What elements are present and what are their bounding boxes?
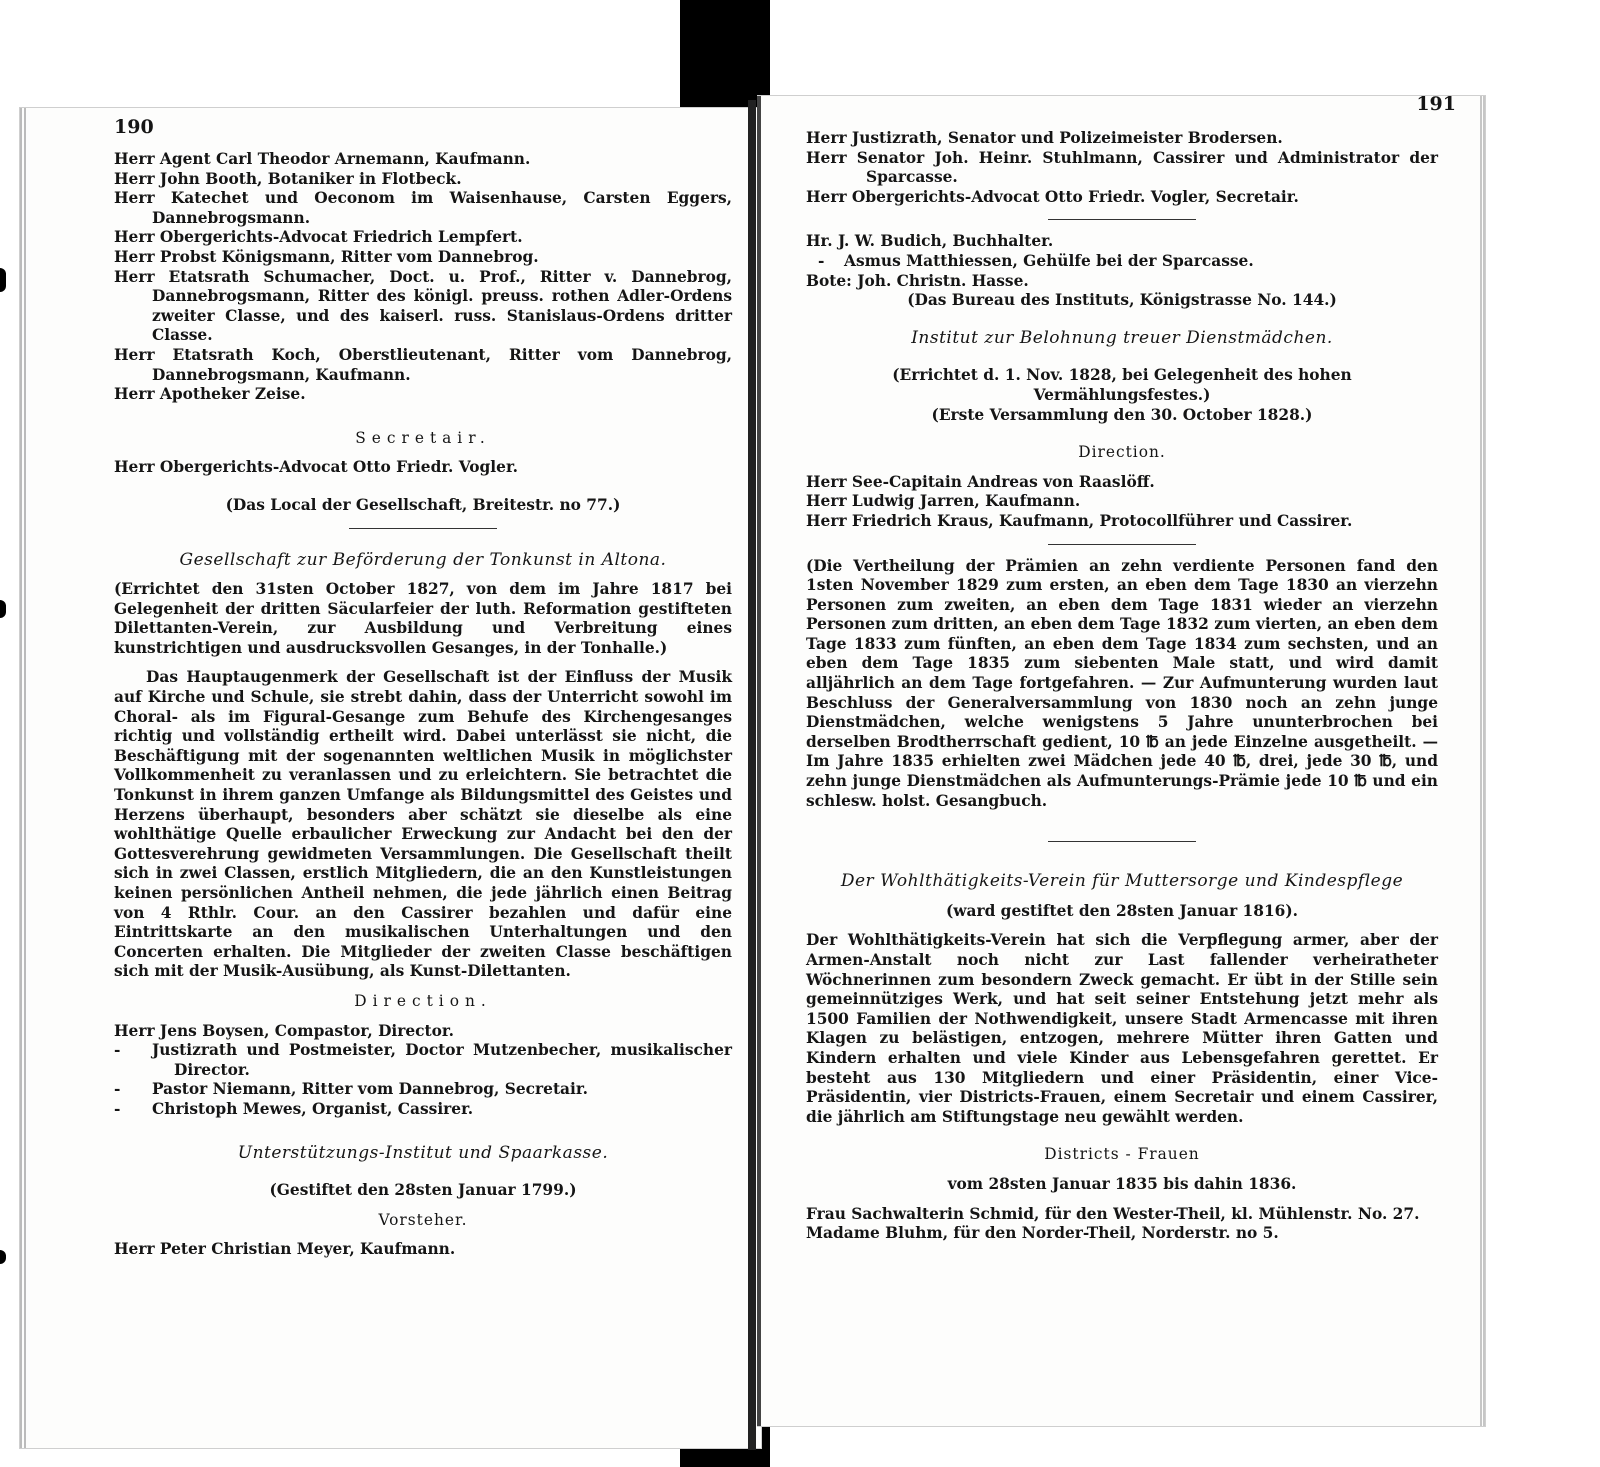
- section-divider: [1048, 841, 1196, 842]
- founding-note: (Gestiftet den 28sten Januar 1799.): [269, 1181, 577, 1200]
- district-entry: Frau Sachwalterin Schmid, für den Wester-Theil, kl. Mühlenstr. No. 27.: [806, 1204, 1420, 1223]
- section-description: Der Wohlthätigkeits-Verein hat sich die Verpflegung armer, aber der Armen-Anstalt noch nicht zur Last fallender verheiratheter Wöchnerinnen zum besondern Zweck gemacht. Er übt in der Stille sein gemeinnütziges Werk, und hat seit seiner Entstehung jetzt mehr als 1500 Familien der Nothwendigkeit, unsere Stadt Armencasse mit ihren Klagen zu belästigen, entzogen, mehrere Mütter ihren Gatten und Kindern erhalten und viele Kinder aus Lebensgefahren gerettet. Er besteht aus 130 Mitgliedern und einer Präsidentin, einer Vice-Präsidentin, vier Districts-Frauen, einem Secretair und einem Cassirer, die jährlich am Stiftungstage neu gewählt werden.: [806, 931, 1438, 1126]
- section-title: Unterstützungs-Institut und Spaarkasse.: [237, 1142, 609, 1163]
- scan-edge-mark: [0, 1250, 6, 1264]
- member-entry: Herr John Booth, Botaniker in Flotbeck.: [114, 169, 462, 188]
- section-divider: [349, 528, 497, 529]
- direction-entry: Herr Jens Boysen, Compastor, Director.: [114, 1021, 454, 1040]
- member-entry: Herr Katechet und Oeconom im Waisenhause, Carsten Eggers, Dannebrogsmann.: [114, 189, 732, 227]
- member-entry: Herr Probst Königsmann, Ritter vom Dannebrog.: [114, 247, 539, 266]
- founding-note: (ward gestiftet den 28sten Januar 1816).: [945, 901, 1299, 920]
- scan-edge-mark: [0, 600, 6, 618]
- section-divider: [1048, 544, 1196, 545]
- bureau-note: (Das Bureau des Instituts, Königstrasse No. 144.): [907, 291, 1337, 310]
- direction-entry: Herr Friedrich Kraus, Kaufmann, Protocollführer und Cassirer.: [806, 511, 1353, 530]
- section-title: Der Wohlthätigkeits-Verein für Muttersorge und Kindespflege: [840, 871, 1404, 892]
- member-entry: Herr Agent Carl Theodor Arnemann, Kaufmann.: [114, 150, 531, 168]
- right-page: [758, 93, 1485, 1426]
- section-heading: Districts - Frauen: [1044, 1145, 1200, 1164]
- member-entry: Herr Obergerichts-Advocat Friedrich Lempfert.: [114, 228, 523, 247]
- founding-note: (Errichtet d. 1. Nov. 1828, bei Gelegenheit des hohen Vermählungsfestes.): [892, 366, 1352, 404]
- page-number: 190: [114, 116, 154, 138]
- section-description: Das Hauptaugenmerk der Gesellschaft ist der Einfluss der Musik auf Kirche und Schule, sie strebt dahin, dass der Unterricht sowohl im Choral- als im Figural-Gesange zum Behufe des Kirchengesanges richtig und vollständig ertheilt wird. Dabei unterlässt sie nicht, die Beschäftigung mit der sogenannten weltlichen Musik in möglichster Vollkommenheit zu veranlassen und zu erleichtern. Sie betrachtet die Tonkunst in ihrem ganzen Umfange als Bildungsmittel des Geistes und Herzens überhaupt, besonders aber schätzt sie dieselbe als eine wohlthätige Quelle erbaulicher Erweckung zur Andacht bei den der Gottesverehrung gewidmeten Versammlungen. Die Gesellschaft theilt sich in zwei Classen, erstlich Mitgliedern, die an den Kunstleistungen keinen persönlichen Antheil nehmen, die jede jährlich einen Beitrag von 4 Rthlr. Cour. an den Cassirer bezahlen und dafür eine Eintrittskarte an den musikalischen Unterhaltungen und den Concerten erhalten. Die Mitglieder der zweiten Classe beschäftigen sich mit der Musik-Ausübung, als Kunst-Dilettanten.: [114, 668, 732, 981]
- direction-entry: Herr See-Capitain Andreas von Raaslöff.: [806, 472, 1155, 491]
- member-entry: Herr Etatsrath Koch, Oberstlieutenant, Ritter vom Dannebrog, Dannebrogsmann, Kaufmann.: [114, 345, 732, 384]
- staff-entry: Bote: Joh. Christn. Hasse.: [806, 271, 1029, 290]
- page-number: 191: [1416, 93, 1456, 115]
- scan-edge-mark: [0, 268, 6, 292]
- section-divider: [1048, 219, 1196, 220]
- section-heading: Secretair.: [355, 428, 491, 447]
- section-heading: Vorsteher.: [378, 1210, 468, 1229]
- founding-note: (Erste Versammlung den 30. October 1828.): [931, 405, 1313, 424]
- vorsteher-entry: Herr Peter Christian Meyer, Kaufmann.: [114, 1240, 456, 1259]
- right-page-content: [806, 129, 1438, 1244]
- page-gutter-right: [757, 96, 761, 1426]
- page-gutter-left: [748, 100, 756, 1450]
- left-page: [20, 108, 761, 1448]
- direction-entry: Herr Ludwig Jarren, Kaufmann.: [806, 492, 1081, 511]
- member-entry: Herr Obergerichts-Advocat Otto Friedr. Vogler, Secretair.: [806, 187, 1299, 206]
- section-heading: Direction.: [354, 991, 492, 1010]
- member-entry: Herr Etatsrath Schumacher, Doct. u. Prof., Ritter v. Dannebrog, Dannebrogsmann, Ritter des königl. preuss. rothen Adler-Ordens zweiter Classe, und des kaiserl. russ. Stanislaus-Ordens dritter Classe.: [114, 267, 732, 345]
- section-title: Institut zur Belohnung treuer Dienstmädchen.: [911, 327, 1333, 348]
- direction-entry: - Christoph Mewes, Organist, Cassirer.: [114, 1099, 474, 1118]
- secretair-entry: Herr Obergerichts-Advocat Otto Friedr. Vogler.: [114, 458, 519, 477]
- section-heading: Direction.: [1078, 443, 1166, 462]
- direction-entry: - Justizrath und Postmeister, Doctor Mutzenbecher, musikalischer Director.: [114, 1041, 732, 1079]
- local-note: (Das Local der Gesellschaft, Breitestr. no 77.): [225, 495, 621, 514]
- founding-note: (Errichtet den 31sten October 1827, von dem im Jahre 1817 bei Gelegenheit der dritten Säcularfeier der luth. Reformation gestifteten Dilettanten-Verein, zur Ausbildung und Verbreitung eines kunstrichtigen und ausdrucksvollen Gesanges, in der Tonhalle.): [114, 580, 732, 657]
- staff-entry: Hr. J. W. Budich, Buchhalter.: [806, 232, 1054, 251]
- section-description: (Die Vertheilung der Prämien an zehn verdiente Personen fand den 1sten November 1829 zum ersten, an eben dem Tage 1830 an vierzehn Personen zum zweiten, an eben dem Tage 1831 wieder an vierzehn Personen zum dritten, an eben dem Tage 1832 zum vierten, an eben dem Tage 1833 zum fünften, an eben dem Tage 1834 zum sechsten, und an eben dem Tage 1835 zum siebenten Male statt, und wird damit alljährlich an dem Tage fortgefahren. — Zur Aufmunterung wurden laut Beschluss der Generalversammlung von 1830 noch an zehn junge Dienstmädchen, welche wenigstens 5 Jahre ununterbrochen bei derselben Brodtherrschaft gedient, 10 ℔ an jede Einzelne ausgetheilt. — Im Jahre 1835 erhielten zwei Mädchen jede 40 ℔, drei, jede 30 ℔, und zehn junge Dienstmädchen als Aufmunterungs-Prämie jede 10 ℔ und ein schlesw. holst. Gesangbuch.: [806, 556, 1438, 810]
- member-entry: Herr Justizrath, Senator und Polizeimeister Brodersen.: [806, 129, 1283, 147]
- district-entry: Madame Bluhm, für den Norder-Theil, Norderstr. no 5.: [806, 1224, 1279, 1243]
- staff-entry: - Asmus Matthiessen, Gehülfe bei der Sparcasse.: [818, 251, 1254, 270]
- member-entry: Herr Apotheker Zeise.: [114, 385, 306, 404]
- districts-period: vom 28sten Januar 1835 bis dahin 1836.: [947, 1174, 1297, 1193]
- left-page-content: [114, 114, 732, 1260]
- section-title: Gesellschaft zur Beförderung der Tonkunst in Altona.: [179, 549, 667, 570]
- direction-entry: - Pastor Niemann, Ritter vom Dannebrog, Secretair.: [114, 1080, 588, 1099]
- member-entry: Herr Senator Joh. Heinr. Stuhlmann, Cassirer und Administrator der Sparcasse.: [806, 148, 1438, 187]
